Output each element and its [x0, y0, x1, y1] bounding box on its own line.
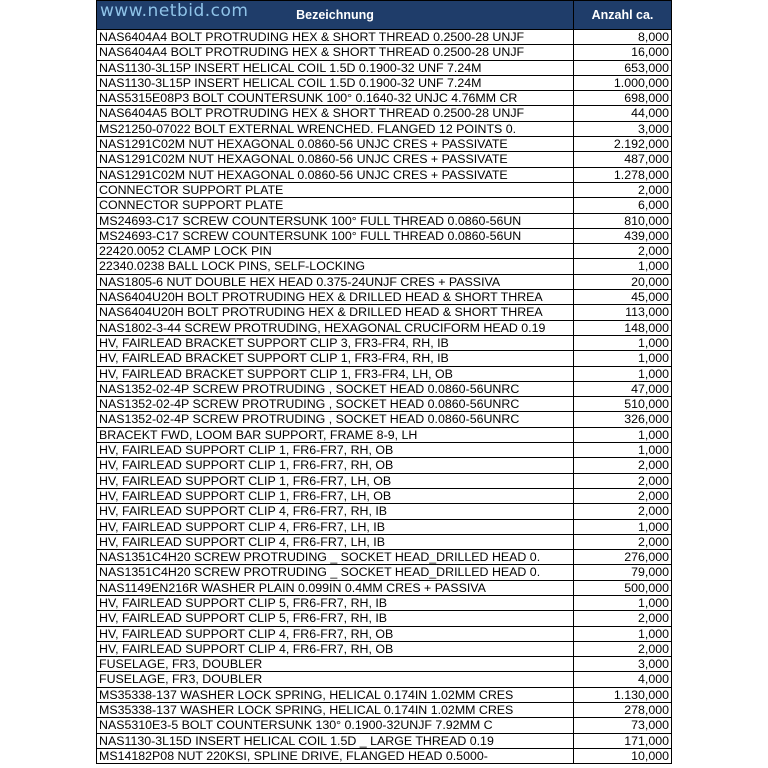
cell-description: HV, FAIRLEAD BRACKET SUPPORT CLIP 1, FR3-FR4, RH, IB	[97, 351, 574, 365]
table-body	[96, 30, 672, 764]
cell-description: NAS1351C4H20 SCREW PROTRUDING _ SOCKET HEAD_DRILLED HEAD 0.	[97, 550, 574, 564]
cell-description: NAS1352-02-4P SCREW PROTRUDING , SOCKET HEAD 0.0860-56UNRC	[97, 382, 574, 396]
cell-description: HV, FAIRLEAD SUPPORT CLIP 5, FR6-FR7, RH, IB	[97, 611, 574, 625]
cell-quantity: 47,000	[631, 381, 669, 396]
cell-description: HV, FAIRLEAD SUPPORT CLIP 4, FR6-FR7, RH, OB	[97, 642, 574, 656]
cell-quantity: 2,000	[637, 458, 669, 473]
table-row	[97, 152, 671, 167]
table-row	[97, 198, 671, 213]
table-row	[97, 106, 671, 121]
cell-quantity: 810,000	[624, 213, 669, 228]
table-row	[97, 474, 671, 489]
cell-description: HV, FAIRLEAD SUPPORT CLIP 1, FR6-FR7, LH, OB	[97, 474, 574, 488]
cell-description: MS24693-C17 SCREW COUNTERSUNK 100° FULL THREAD 0.0860-56UN	[97, 229, 574, 243]
table-row	[97, 520, 671, 535]
table-row	[97, 703, 671, 718]
cell-description: HV, FAIRLEAD SUPPORT CLIP 1, FR6-FR7, RH, OB	[97, 443, 574, 457]
cell-quantity: 439,000	[624, 228, 669, 243]
table-row	[97, 183, 671, 198]
table-row	[97, 30, 671, 45]
table-row	[97, 535, 671, 550]
cell-quantity: 73,000	[631, 718, 669, 733]
cell-description: HV, FAIRLEAD SUPPORT CLIP 4, FR6-FR7, RH, OB	[97, 627, 574, 641]
cell-quantity: 113,000	[625, 305, 669, 320]
table-row	[97, 428, 671, 443]
cell-description: NAS1130-3L15P INSERT HELICAL COIL 1.5D 0.1900-32 UNF 7.24M	[97, 76, 574, 90]
cell-description: MS35338-137 WASHER LOCK SPRING, HELICAL 0.174IN 1.02MM CRES	[97, 703, 574, 717]
cell-quantity: 278,000	[624, 703, 669, 718]
cell-description: FUSELAGE, FR3, DOUBLER	[97, 672, 574, 686]
table-row	[97, 627, 671, 642]
table-row	[97, 305, 671, 320]
cell-description: NAS1291C02M NUT HEXAGONAL 0.0860-56 UNJC CRES + PASSIVATE	[97, 152, 574, 166]
table-row	[97, 397, 671, 412]
cell-quantity: 148,000	[624, 320, 669, 335]
cell-quantity: 6,000	[637, 198, 669, 213]
table-row	[97, 657, 671, 672]
cell-description: HV, FAIRLEAD SUPPORT CLIP 4, FR6-FR7, LH, IB	[97, 520, 574, 534]
cell-description: NAS1352-02-4P SCREW PROTRUDING , SOCKET HEAD 0.0860-56UNRC	[97, 397, 574, 411]
cell-description: NAS1130-3L15P INSERT HELICAL COIL 1.5D 0.1900-32 UNF 7.24M	[97, 61, 574, 75]
cell-quantity: 1,000	[637, 351, 669, 366]
table-row	[97, 672, 671, 687]
cell-description: FUSELAGE, FR3, DOUBLER	[97, 657, 574, 671]
cell-quantity: 2,000	[637, 611, 669, 626]
cell-quantity: 276,000	[624, 550, 669, 565]
table-row	[97, 61, 671, 76]
cell-quantity: 1,000	[637, 259, 669, 274]
table-row	[97, 443, 671, 458]
table-row	[97, 275, 671, 290]
table-row	[97, 122, 671, 137]
table-row	[97, 458, 671, 473]
cell-description: 22340.0238 BALL LOCK PINS, SELF-LOCKING	[97, 259, 574, 273]
table-row	[97, 290, 671, 305]
table-row	[97, 412, 671, 427]
table-row	[97, 688, 671, 703]
cell-quantity: 326,000	[624, 412, 669, 427]
cell-description: NAS5310E3-5 BOLT COUNTERSUNK 130° 0.1900-32UNJF 7.92MM C	[97, 718, 574, 732]
cell-quantity: 171,000	[624, 733, 669, 748]
cell-quantity: 79,000	[631, 565, 669, 580]
table-row	[97, 382, 671, 397]
cell-quantity: 2,000	[637, 182, 669, 197]
cell-description: NAS6404A4 BOLT PROTRUDING HEX & SHORT THREAD 0.2500-28 UNJF	[97, 45, 574, 59]
cell-quantity: 698,000	[624, 91, 669, 106]
table-row	[97, 45, 671, 60]
table-row	[97, 749, 671, 764]
cell-quantity: 500,000	[624, 580, 669, 595]
table-row	[97, 168, 671, 183]
cell-description: NAS1130-3L15D INSERT HELICAL COIL 1.5D _ LARGE THREAD 0.19	[97, 734, 574, 748]
cell-description: NAS1291C02M NUT HEXAGONAL 0.0860-56 UNJC CRES + PASSIVATE	[97, 137, 574, 151]
cell-quantity: 1.278,000	[613, 167, 669, 182]
cell-description: NAS1149EN216R WASHER PLAIN 0.099IN 0.4MM CRES + PASSIVA	[97, 581, 574, 595]
cell-description: HV, FAIRLEAD SUPPORT CLIP 5, FR6-FR7, RH, IB	[97, 596, 574, 610]
cell-description: CONNECTOR SUPPORT PLATE	[97, 198, 574, 212]
cell-description: NAS6404U20H BOLT PROTRUDING HEX & DRILLED HEAD & SHORT THREA	[97, 305, 574, 319]
cell-quantity: 2,000	[637, 641, 669, 656]
cell-quantity: 653,000	[624, 60, 669, 75]
cell-quantity: 1,000	[637, 335, 669, 350]
table-row	[97, 351, 671, 366]
cell-description: MS24693-C17 SCREW COUNTERSUNK 100° FULL THREAD 0.0860-56UN	[97, 214, 574, 228]
table-row	[97, 642, 671, 657]
cell-description: NAS1352-02-4P SCREW PROTRUDING , SOCKET HEAD 0.0860-56UNRC	[97, 412, 574, 426]
cell-description: HV, FAIRLEAD SUPPORT CLIP 1, FR6-FR7, LH, OB	[97, 489, 574, 503]
table-row	[97, 596, 671, 611]
cell-quantity: 1,000	[637, 519, 669, 534]
cell-quantity: 1,000	[637, 443, 669, 458]
cell-description: HV, FAIRLEAD SUPPORT CLIP 4, FR6-FR7, RH, IB	[97, 504, 574, 518]
parts-table	[96, 0, 672, 764]
cell-quantity: 1,000	[637, 366, 669, 381]
cell-description: HV, FAIRLEAD BRACKET SUPPORT CLIP 1, FR3-FR4, LH, OB	[97, 367, 574, 381]
table-row	[97, 137, 671, 152]
cell-quantity: 3,000	[637, 657, 669, 672]
cell-quantity: 2,000	[637, 473, 669, 488]
table-row	[97, 336, 671, 351]
cell-quantity: 2.192,000	[613, 137, 669, 152]
watermark-text: www.netbid.com	[100, 1, 249, 21]
cell-quantity: 2,000	[637, 244, 669, 259]
cell-description: NAS5315E08P3 BOLT COUNTERSUNK 100° 0.1640-32 UNJC 4.76MM CR	[97, 91, 574, 105]
table-row	[97, 259, 671, 274]
cell-quantity: 1,000	[637, 427, 669, 442]
table-row	[97, 565, 671, 580]
table-row	[97, 550, 671, 565]
header-description: Bezeichnung	[97, 1, 574, 29]
cell-quantity: 1.130,000	[613, 687, 669, 702]
cell-description: NAS1805-6 NUT DOUBLE HEX HEAD 0.375-24UNJF CRES + PASSIVA	[97, 275, 574, 289]
table-row	[97, 734, 671, 749]
table-row	[97, 214, 671, 229]
table-row	[97, 489, 671, 504]
cell-description: NAS1351C4H20 SCREW PROTRUDING _ SOCKET HEAD_DRILLED HEAD 0.	[97, 565, 574, 579]
table-row	[97, 581, 671, 596]
cell-description: NAS6404A5 BOLT PROTRUDING HEX & SHORT THREAD 0.2500-28 UNJF	[97, 106, 574, 120]
cell-description: 22420.0052 CLAMP LOCK PIN	[97, 244, 574, 258]
cell-quantity: 20,000	[631, 274, 669, 289]
cell-quantity: 10,000	[631, 748, 669, 763]
cell-description: NAS1291C02M NUT HEXAGONAL 0.0860-56 UNJC CRES + PASSIVATE	[97, 168, 574, 182]
cell-quantity: 1,000	[637, 626, 669, 641]
cell-description: BRACEKT FWD, LOOM BAR SUPPORT, FRAME 8-9, LH	[97, 428, 574, 442]
cell-quantity: 4,000	[637, 672, 669, 687]
cell-quantity: 2,000	[637, 504, 669, 519]
header-quantity: Anzahl ca.	[591, 8, 654, 22]
cell-description: HV, FAIRLEAD BRACKET SUPPORT CLIP 3, FR3-FR4, RH, IB	[97, 336, 574, 350]
cell-description: MS14182P08 NUT 220KSI, SPLINE DRIVE, FLANGED HEAD 0.5000-	[97, 749, 574, 763]
cell-description: MS35338-137 WASHER LOCK SPRING, HELICAL 0.174IN 1.02MM CRES	[97, 688, 574, 702]
table-row	[97, 367, 671, 382]
table-row	[97, 504, 671, 519]
cell-description: NAS6404U20H BOLT PROTRUDING HEX & DRILLED HEAD & SHORT THREA	[97, 290, 574, 304]
cell-quantity: 1.000,000	[613, 75, 669, 90]
cell-quantity: 487,000	[624, 152, 669, 167]
cell-quantity: 16,000	[631, 45, 669, 60]
table-row	[97, 611, 671, 626]
table-row	[97, 91, 671, 106]
table-row	[97, 718, 671, 733]
cell-description: MS21250-07022 BOLT EXTERNAL WRENCHED. FLANGED 12 POINTS 0.	[97, 122, 574, 136]
cell-description: NAS6404A4 BOLT PROTRUDING HEX & SHORT THREAD 0.2500-28 UNJF	[97, 30, 574, 44]
cell-description: NAS1802-3-44 SCREW PROTRUDING, HEXAGONAL CRUCIFORM HEAD 0.19	[97, 321, 574, 335]
cell-quantity: 2,000	[637, 534, 669, 549]
cell-quantity: 8,000	[637, 30, 669, 44]
cell-quantity: 3,000	[637, 121, 669, 136]
table-row	[97, 321, 671, 336]
cell-description: HV, FAIRLEAD SUPPORT CLIP 1, FR6-FR7, RH, OB	[97, 458, 574, 472]
cell-description: HV, FAIRLEAD SUPPORT CLIP 4, FR6-FR7, LH, IB	[97, 535, 574, 549]
table-row	[97, 244, 671, 259]
cell-quantity: 44,000	[631, 106, 669, 121]
table-row	[97, 76, 671, 91]
cell-quantity: 45,000	[631, 290, 669, 305]
cell-description: CONNECTOR SUPPORT PLATE	[97, 183, 574, 197]
cell-quantity: 1,000	[637, 595, 669, 610]
cell-quantity: 510,000	[624, 397, 669, 412]
cell-quantity: 2,000	[637, 488, 669, 503]
table-row	[97, 229, 671, 244]
